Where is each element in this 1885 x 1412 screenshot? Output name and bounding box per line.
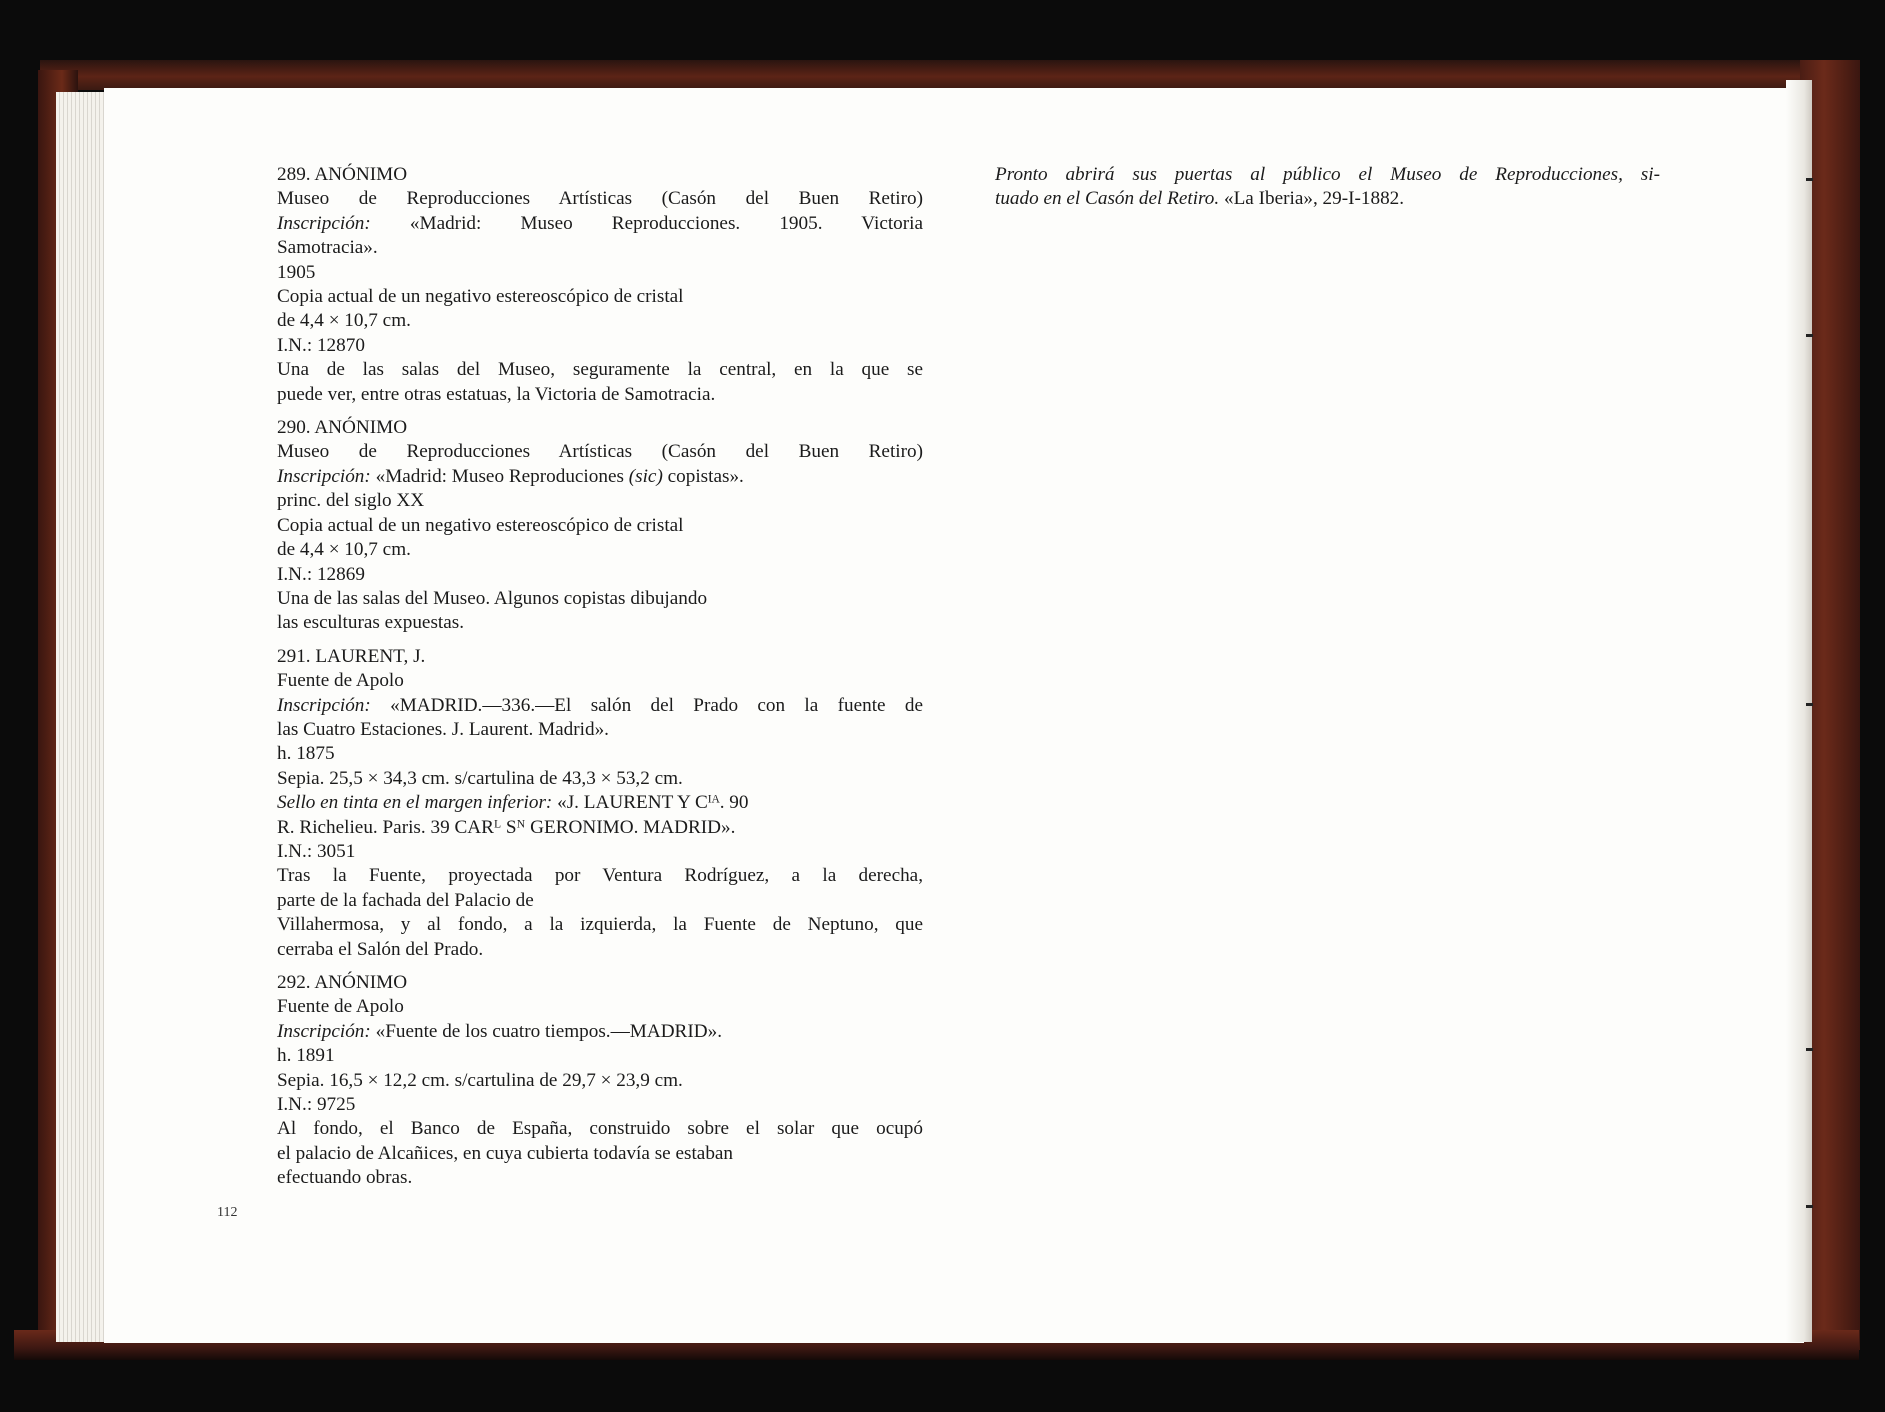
inscription-text: «MADRID.—336.—El salón del Prado con la fuente de	[390, 694, 924, 716]
catalogue-entry-291	[277, 645, 923, 962]
inscription-label: Inscripción:	[277, 212, 371, 234]
entry-inventory: I.N.: 9725	[277, 1094, 356, 1116]
caption-line: Pronto abrirá sus puertas al público el Museo de Reproducciones, si-	[995, 164, 1660, 185]
page-number: 112	[217, 1205, 238, 1220]
entry-description: las esculturas expuestas.	[277, 612, 465, 634]
inscription-text: «Madrid: Museo Reproducciones. 1905. Victoria	[409, 212, 923, 234]
entry-technique: Sepia. 16,5 × 12,2 cm. s/cartulina de 29,7 × 23,9 cm.	[277, 1069, 683, 1091]
caption-italic: tuado en el Casón del Retiro.	[995, 188, 1220, 210]
inscription-text: «Madrid: Museo Reproduciones	[375, 465, 629, 487]
book-binding-top	[40, 60, 1840, 90]
entry-inscription	[277, 694, 923, 718]
entry-inventory: I.N.: 12870	[277, 334, 365, 356]
page-marker	[1806, 334, 1813, 337]
entry-description: Tras la Fuente, proyectada por Ventura Rodríguez, a la derecha,	[277, 865, 923, 887]
entry-inventory: I.N.: 12869	[277, 563, 365, 585]
page-marker	[1806, 178, 1813, 181]
entry-description: puede ver, entre otras estatuas, la Victoria de Samotracia.	[277, 383, 716, 405]
entry-description: parte de la fachada del Palacio de	[277, 889, 534, 911]
inscription-text: copistas».	[662, 465, 744, 487]
entry-technique: Sepia. 25,5 × 34,3 cm. s/cartulina de 43,3 × 53,2 cm.	[277, 767, 683, 789]
entry-date: princ. del siglo XX	[277, 490, 425, 512]
catalogue-entry-292	[277, 971, 923, 1191]
catalogue-column	[277, 163, 923, 1200]
entry-dimensions: de 4,4 × 10,7 cm.	[277, 539, 411, 561]
inscription-label: Inscripción:	[277, 694, 371, 716]
caption-column	[995, 163, 1660, 212]
entry-heading: 291. LAURENT, J.	[277, 645, 426, 667]
entry-date: 1905	[277, 261, 316, 283]
entry-technique: Copia actual de un negativo estereoscópico de cristal	[277, 286, 684, 308]
entry-inventory: I.N.: 3051	[277, 840, 356, 862]
entry-description: Una de las salas del Museo, seguramente la central, en la que se	[277, 359, 923, 381]
entry-description: el palacio de Alcañices, en cuya cubierta todavía se estaban	[277, 1142, 734, 1164]
page-marker	[1806, 703, 1813, 706]
entry-dimensions: de 4,4 × 10,7 cm.	[277, 310, 411, 332]
entry-inscription-cont: las Cuatro Estaciones. J. Laurent. Madrid».	[277, 718, 609, 740]
catalogue-entry-289	[277, 163, 923, 407]
catalogue-entry-290	[277, 416, 923, 636]
entry-title: Museo de Reproducciones Artísticas (Casón del Buen Retiro)	[277, 188, 923, 210]
entry-description: Villahermosa, y al fondo, a la izquierda, la Fuente de Neptuno, que	[277, 914, 923, 936]
entry-description: Al fondo, el Banco de España, construido sobre el solar que ocupó	[277, 1118, 923, 1140]
entry-seal-cont: R. Richelieu. Paris. 39 CARᴸ Sᴺ GERONIMO. MADRID».	[277, 816, 736, 838]
entry-heading: 289. ANÓNIMO	[277, 164, 408, 185]
seal-label: Sello en tinta en el margen inferior:	[277, 792, 553, 814]
entry-inscription	[277, 1020, 923, 1044]
caption-source: «La Iberia», 29-I-1882.	[1219, 188, 1405, 210]
entry-inscription-cont: Samotracia».	[277, 237, 378, 259]
entry-seal	[277, 791, 923, 815]
entry-title: Museo de Reproducciones Artísticas (Casón del Buen Retiro)	[277, 441, 923, 463]
page-marker	[1806, 1048, 1813, 1051]
entry-description: Una de las salas del Museo. Algunos copistas dibujando	[277, 587, 708, 609]
entry-description: efectuando obras.	[277, 1167, 413, 1189]
page-right-edge	[1786, 80, 1812, 1342]
entry-date: h. 1875	[277, 743, 335, 765]
entry-heading: 290. ANÓNIMO	[277, 417, 408, 439]
entry-inscription	[277, 212, 923, 236]
entry-date: h. 1891	[277, 1045, 335, 1067]
inscription-text: «Fuente de los cuatro tiempos.—MADRID».	[375, 1020, 722, 1042]
entry-inscription	[277, 465, 923, 489]
inscription-sic: (sic)	[628, 465, 663, 487]
entry-title: Fuente de Apolo	[277, 670, 404, 692]
caption-line	[995, 187, 1660, 211]
entry-title: Fuente de Apolo	[277, 996, 404, 1018]
inscription-label: Inscripción:	[277, 465, 371, 487]
seal-text: «J. LAURENT Y Cᴵᴬ. 90	[557, 792, 749, 814]
page-marker	[1806, 1205, 1813, 1208]
entry-description: cerraba el Salón del Prado.	[277, 938, 484, 960]
inscription-label: Inscripción:	[277, 1020, 371, 1042]
entry-heading: 292. ANÓNIMO	[277, 972, 408, 993]
entry-technique: Copia actual de un negativo estereoscópico de cristal	[277, 514, 684, 536]
